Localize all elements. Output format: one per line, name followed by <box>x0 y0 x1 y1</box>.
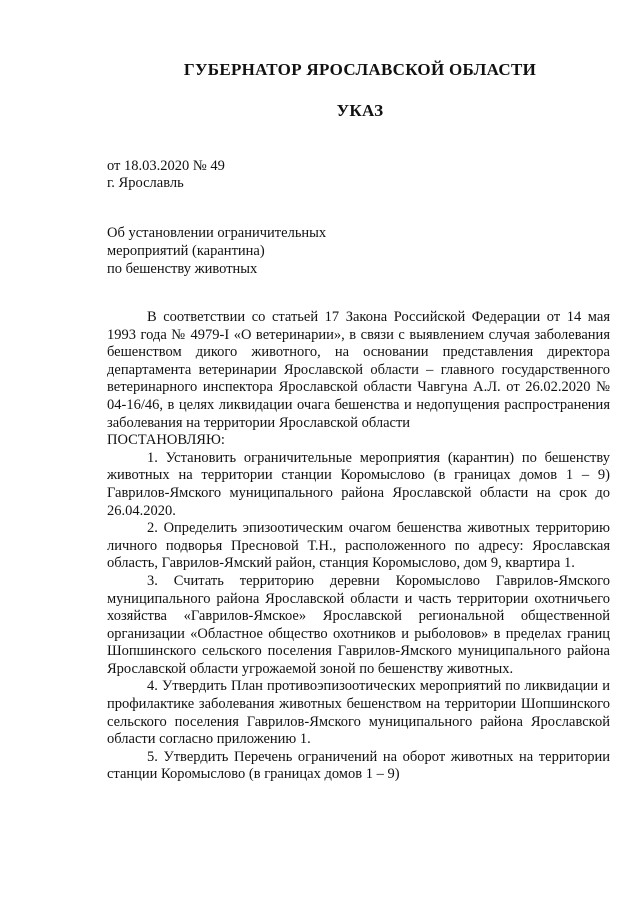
decree-item-4: 4. Утвердить План противоэпизоотических мероприятий по ликвидации и профилактике заболевания животных бешенством на территории Шопшинского сельского поселения Гаврилов-Ямского муниципального района Ярославской области согласно приложению 1. <box>107 678 610 748</box>
subject-line: мероприятий (карантина) <box>107 243 265 259</box>
subject-line: по бешенству животных <box>107 261 258 277</box>
decree-item-5: 5. Утвердить Перечень ограничений на оборот животных на территории станции Коромыслово (в границах домов 1 – 9) <box>107 748 610 783</box>
decree-item-3: 3. Считать территорию деревни Коромыслово Гаврилов-Ямского муниципального района Ярославской области и часть территории охотничьего хозяйства «Гаврилов-Ямское» Ярославской региональной общественной организации «Областное общество охотников и рыболовов» в пределах границ Шопшинского сельского поселения Гаврилов-Ямского муниципального района Ярославской области угрожаемой зоной по бешенству животных. <box>107 572 610 677</box>
decree-keyword: ПОСТАНОВЛЯЮ: <box>107 432 225 449</box>
subject-line: Об установлении ограничительных <box>107 225 327 241</box>
decree-date-number: от 18.03.2020 № 49 <box>107 158 225 174</box>
decree-subject <box>107 224 326 278</box>
document-type: УКАЗ <box>336 101 384 120</box>
governor-title: ГУБЕРНАТОР ЯРОСЛАВСКОЙ ОБЛАСТИ <box>183 60 537 79</box>
decree-item-2: 2. Определить эпизоотическим очагом бешенства животных территорию личного подворья Пресновой Т.Н., расположенного по адресу: Ярославская область, Гаврилов-Ямский район, станция Коромыслово, дом 9, квартира 1. <box>107 520 610 572</box>
decree-city: г. Ярославль <box>107 175 184 191</box>
decree-body <box>107 309 610 784</box>
decree-item-1: 1. Установить ограничительные мероприятия (карантин) по бешенству животных на территории станции Коромыслово (в границах домов 1 – 9) Гаврилов-Ямского муниципального района Ярославской области на срок до 26.04.2020. <box>107 449 610 519</box>
preamble-paragraph: В соответствии со статьей 17 Закона Российской Федерации от 14 мая 1993 года № 4979-I «О ветеринарии», в связи с выявлением случая заболевания бешенством дикого животного, на основании представления директора департамента ветеринарии Ярославской области – главного государственного ветеринарного инспектора Ярославской области Чавгуна А.Л. от 26.02.2020 № 04-16/46, в целях ликвидации очага бешенства и недопущения распространения заболевания на территории Ярославской области <box>107 309 610 431</box>
